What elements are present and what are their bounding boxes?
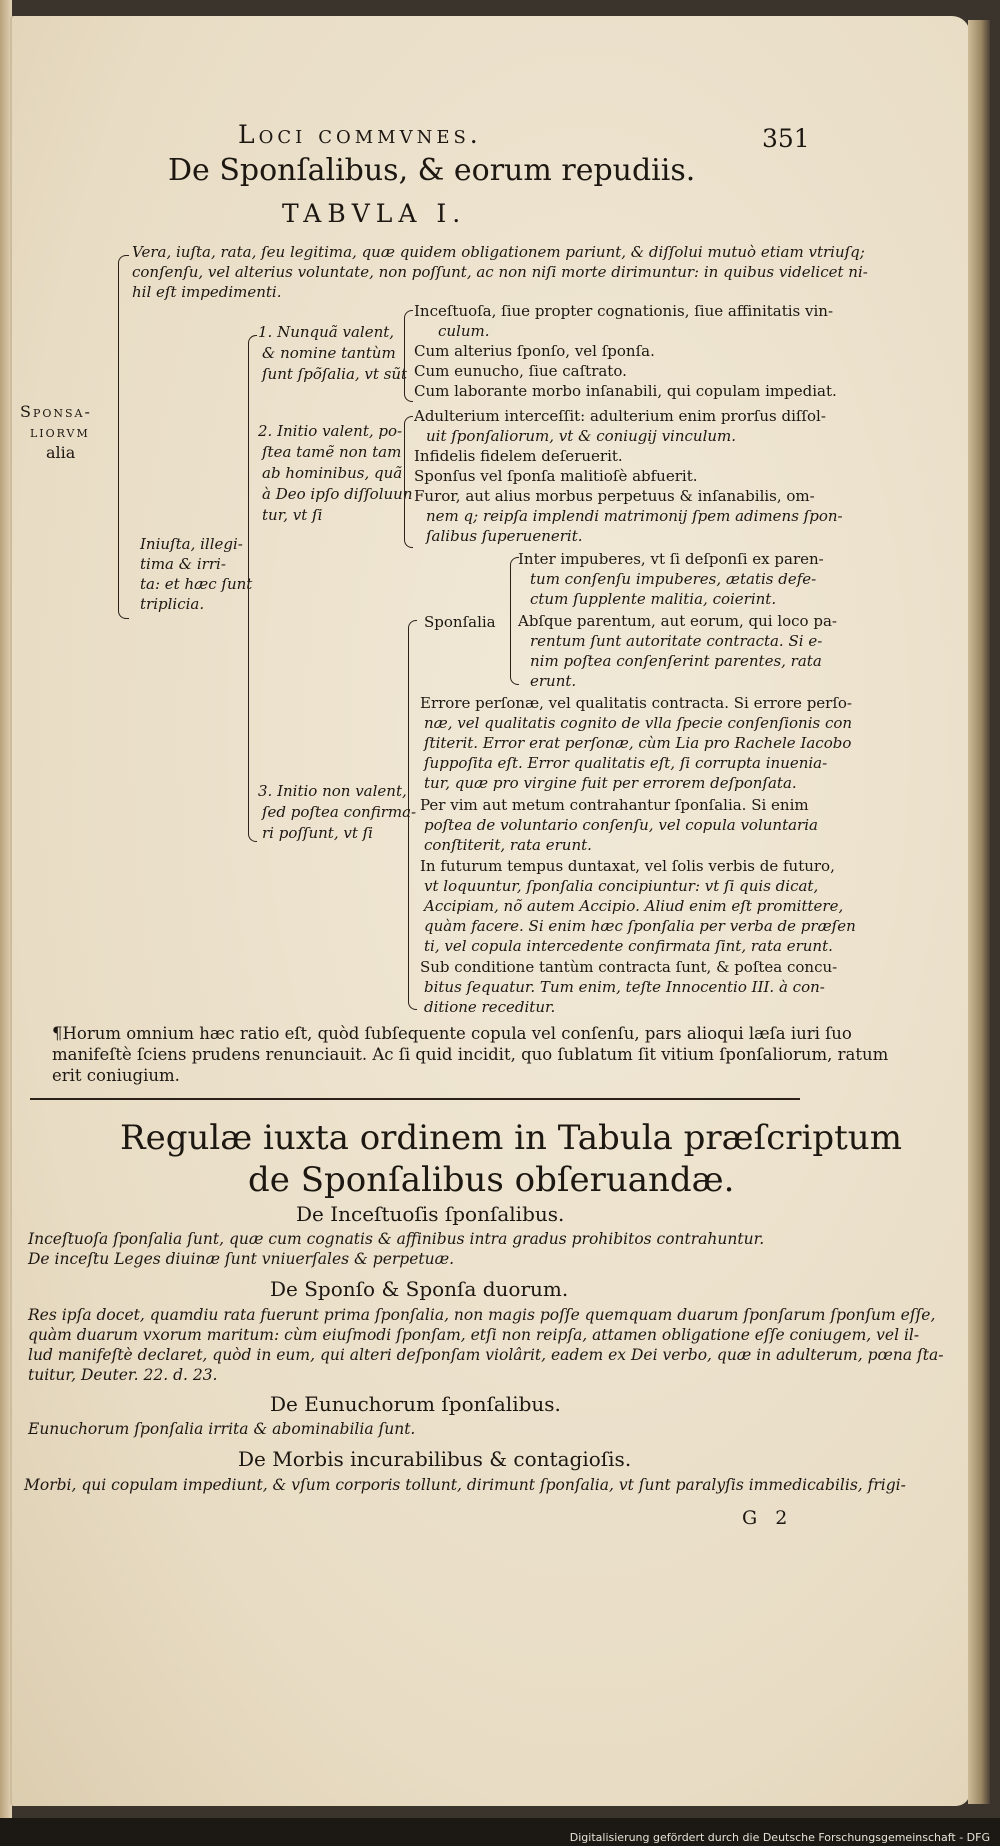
intro-line-1: Vera, iuſta, rata, ſeu legitima, quæ quidem obligationem pariunt, & diſſolui mutuò etiam vtriuſq; — [132, 243, 865, 261]
tabula-heading: TABVLA I. — [282, 199, 467, 228]
branch-3-item-4c: ditione receditur. — [424, 998, 556, 1016]
sponsalia-item-1c: ctum ſupplente malitia, coierint. — [530, 590, 777, 608]
sponsalia-item-2d: erunt. — [530, 672, 577, 690]
signature-mark: G 2 — [742, 1507, 794, 1529]
branch-1-item-2: Cum alterius ſponſo, vel ſponſa. — [414, 342, 655, 360]
section-3-heading: De Eunuchorum ſponſalibus. — [270, 1392, 561, 1416]
branch-1-label-1: 1. Nunquã valent, — [258, 323, 395, 341]
branch-1-item-3: Cum eunucho, ſiue caſtrato. — [414, 362, 627, 380]
branch-2-item-4b: nem q; reipſa implendi matrimonij ſpem adimens ſpon- — [426, 507, 843, 525]
branch-3-item-1c: ſtiterit. Error erat perſonæ, cùm Lia pro Rachele Iacobo — [424, 734, 852, 752]
branch-2-item-1: Adulterium interceſſit: adulterium enim prorſus diſſol- — [414, 407, 826, 425]
iniusta-line-2: tima & irri- — [140, 555, 226, 573]
section-3-line-1: Eunuchorum ſponſalia irrita & abominabilia ſunt. — [28, 1420, 416, 1438]
section-4-line-1: Morbi, qui copulam impediunt, & vſum corporis tollunt, dirimunt ſponſalia, vt ſunt paralyſis immedicabilis, frigi- — [24, 1476, 906, 1494]
digitization-credit: Digitalisierung gefördert durch die Deutsche Forschungsgemeinschaft - DFG — [569, 1831, 990, 1844]
rules-title-2: de Sponſalibus obſeruandæ. — [248, 1160, 735, 1200]
branch-1-item-1: Inceſtuoſa, ſiue propter cognationis, ſiue affinitatis vin- — [414, 302, 834, 320]
intro-line-2: conſenſu, vel alterius voluntate, non poſſunt, ac non niſi morte dirimuntur: in quibus videlicet ni- — [132, 263, 868, 281]
running-head: Loci commvnes. — [238, 120, 482, 149]
branch-3-item-1: Errore perſonæ, vel qualitatis contracta. Si errore perſo- — [420, 694, 852, 712]
branch-2-item-1b: uit ſponſaliorum, vt & coniugij vinculum. — [426, 427, 737, 445]
branch-3-label-3: ri poſſunt, vt ſi — [262, 824, 373, 842]
branch-2-label-2: ſtea tamẽ non tam — [262, 443, 402, 461]
branch-2-label-1: 2. Initio valent, po- — [258, 422, 403, 440]
intro-line-3: hil eſt impedimenti. — [132, 283, 282, 301]
branch-3-item-2b: poſtea de voluntario conſenſu, vel copula voluntaria — [424, 816, 818, 834]
section-divider — [30, 1098, 800, 1100]
page-title: De Sponſalibus, & eorum repudiis. — [168, 153, 696, 188]
branch-2-label-4: à Deo ipſo diſſoluun — [262, 485, 413, 503]
iniusta-line-4: triplicia. — [140, 595, 205, 613]
sponsalia-item-1: Inter impuberes, vt ſi deſponſi ex paren- — [518, 550, 824, 568]
branch-3-item-1e: tur, quæ pro virgine fuit per errorem deſponſata. — [424, 774, 797, 792]
sponsalia-item-2c: nim poſtea conſenſerint parentes, rata — [530, 652, 822, 670]
section-2-line-1: Res ipſa docet, quamdiu rata fuerunt prima ſponſalia, non magis poſſe quemquam duarum ſponſarum ſponſum eſſe, — [28, 1306, 936, 1324]
branch-2-item-3: Sponſus vel ſponſa malitioſè abfuerit. — [414, 467, 698, 485]
note-line-3: erit coniugium. — [52, 1066, 180, 1085]
sponsalia-item-2: Abſque parentum, aut eorum, qui loco pa- — [518, 612, 837, 630]
branch-2-item-2: Infidelis fidelem deſeruerit. — [414, 447, 623, 465]
branch-1-label-3: ſunt ſpõſalia, vt sũt — [262, 365, 408, 383]
rules-title-1: Regulæ iuxta ordinem in Tabula præſcriptum — [120, 1118, 902, 1158]
sponsalia-label: Sponſalia — [424, 613, 496, 631]
branch-1-brace — [404, 310, 413, 402]
branch-2-label-5: tur, vt ſi — [262, 506, 323, 524]
branch-1-item-4: Cum laborante morbo inſanabili, qui copulam impediat. — [414, 382, 837, 400]
tree-root-line-2: liorvm — [30, 422, 90, 441]
note-line-1: ¶Horum omnium hæc ratio eſt, quòd ſubſequente copula vel conſenſu, pars alioqui læſa iuri ſuo — [52, 1024, 852, 1043]
section-4-heading: De Morbis incurabilibus & contagioſis. — [238, 1447, 632, 1471]
section-2-line-2: quàm duarum vxorum maritum: cùm eiuſmodi ſponſam, etſi non reipſa, attamen obligatione eſſe coniugem, vel il- — [28, 1326, 920, 1344]
branch-3-item-3b: vt loquuntur, ſponſalia concipiuntur: vt ſi quis dicat, — [424, 877, 819, 895]
sponsalia-item-2b: rentum ſunt autoritate contracta. Si e- — [530, 632, 823, 650]
tree-root-line-3: alia — [46, 443, 76, 462]
iniusta-line-3: ta: et hæc ſunt — [140, 575, 253, 593]
page-fore-edge — [968, 20, 990, 1804]
branch-2-item-4: Furor, aut alius morbus perpetuus & inſanabilis, om- — [414, 487, 815, 505]
branch-3-item-1b: næ, vel qualitatis cognito de vlla ſpecie conſenſionis con — [424, 714, 853, 732]
branch-3-item-4: Sub conditione tantùm contracta ſunt, & poſtea concu- — [420, 958, 838, 976]
branch-2-item-4c: ſalibus ſuperuenerit. — [426, 527, 583, 545]
branch-3-item-3c: Accipiam, nõ autem Accipio. Aliud enim eſt promittere, — [424, 897, 844, 915]
root-brace — [118, 255, 129, 619]
branch-3-item-1d: ſuppoſita eſt. Error qualitatis eſt, ſi corrupta inuenia- — [424, 754, 828, 772]
section-2-line-3: lud manifeſtè declaret, quòd in eum, qui alteri deſponſam violârit, eadem ex Dei verbo, quæ in adulterum, pœna ſta- — [28, 1346, 944, 1364]
branch-1-item-1b: culum. — [438, 322, 490, 340]
branch-3-brace — [408, 620, 417, 1010]
page-number: 351 — [762, 124, 810, 153]
branch-1-label-2: & nomine tantùm — [262, 344, 396, 362]
branch-2-label-3: ab hominibus, quã — [262, 464, 403, 482]
branch-3-item-3: In futurum tempus duntaxat, vel ſolis verbis de futuro, — [420, 857, 835, 875]
section-1-line-1: Inceſtuoſa ſponſalia ſunt, quæ cum cognatis & affinibus intra gradus prohibitos contrahuntur. — [28, 1230, 765, 1248]
section-1-heading: De Inceſtuoſis ſponſalibus. — [296, 1202, 565, 1226]
branch-3-item-2c: conſtiterit, rata erunt. — [424, 836, 592, 854]
branch-3-label-2: ſed poſtea confirma- — [262, 803, 417, 821]
section-1-line-2: De inceſtu Leges diuinæ ſunt vniuerſales & perpetuæ. — [28, 1250, 455, 1268]
branch-3-item-4b: bitus ſequatur. Tum enim, teſte Innocentio III. à con- — [424, 978, 825, 996]
tree-root-line-1: Sponsa- — [20, 402, 92, 421]
branch-3-item-2: Per vim aut metum contrahantur ſponſalia. Si enim — [420, 796, 809, 814]
sponsalia-item-1b: tum conſenſu impuberes, ætatis defe- — [530, 570, 817, 588]
branch-2-brace — [404, 416, 413, 548]
section-2-line-4: tuitur, Deuter. 22. d. 23. — [28, 1366, 218, 1384]
branch-3-item-3d: quàm facere. Si enim hæc ſponſalia per verba de præſen — [424, 917, 856, 935]
note-line-2: manifeſtè ſciens prudens renunciauit. Ac ſi quid incidit, quo ſublatum ſit vitium ſponſaliorum, ratum — [52, 1045, 889, 1064]
branch-3-item-3e: ti, vel copula intercedente confirmata ſint, rata erunt. — [424, 937, 833, 955]
branches-brace — [248, 335, 257, 842]
branch-3-label-1: 3. Initio non valent, — [258, 782, 407, 800]
iniusta-line-1: Iniuſta, illegi- — [140, 535, 243, 553]
section-2-heading: De Sponſo & Sponſa duorum. — [270, 1277, 569, 1301]
